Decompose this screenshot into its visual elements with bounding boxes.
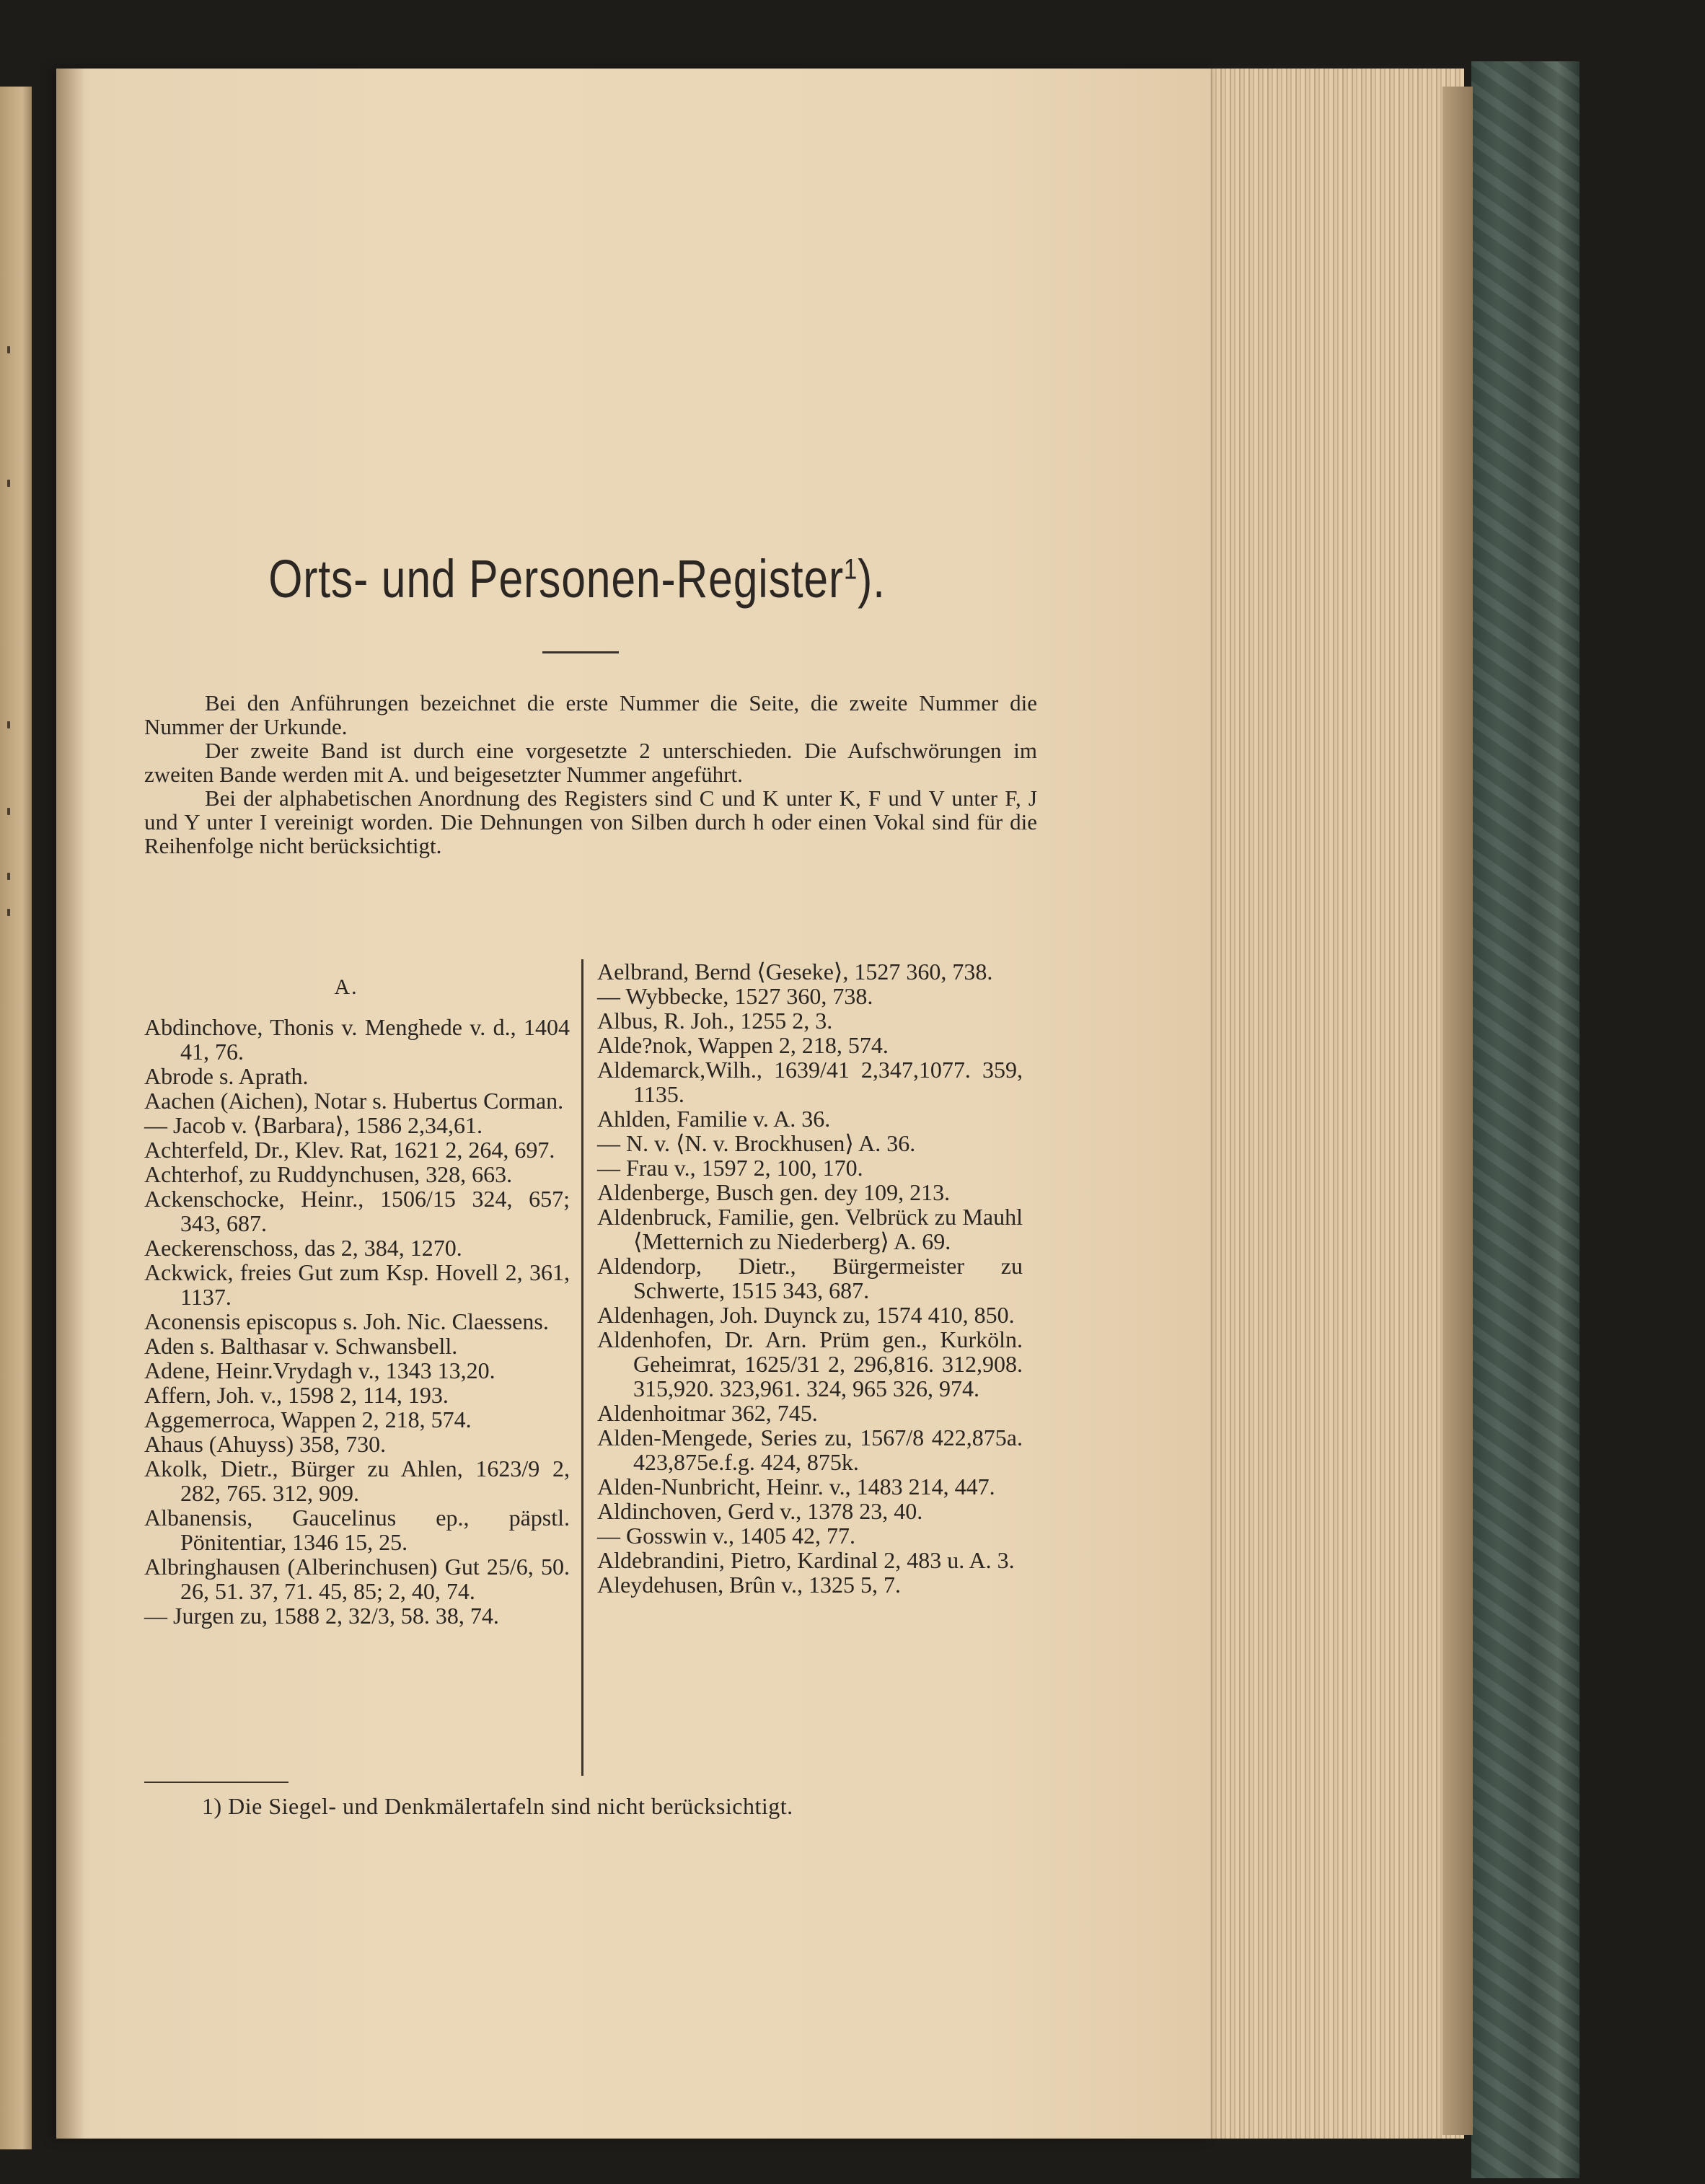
index-entry: Aldebrandini, Pietro, Kardinal 2, 483 u. A. 3. [597, 1547, 1015, 1573]
index-entry: — Gosswin v., 1405 42, 77. [597, 1523, 855, 1549]
index-entry: — Jacob v. ⟨Barbara⟩, 1586 2,34,61. [144, 1112, 483, 1138]
index-entry: Aldinchoven, Gerd v., 1378 23, 40. [597, 1498, 923, 1524]
index-entry: — Frau v., 1597 2, 100, 170. [597, 1155, 863, 1181]
index-entry: Alden-Nunbricht, Heinr. v., 1483 214, 447. [597, 1474, 995, 1500]
index-entry: — Wybbecke, 1527 360, 738. [597, 983, 873, 1009]
footnote-rule [144, 1782, 288, 1783]
index-entry: Aden s. Balthasar v. Schwansbell. [144, 1333, 458, 1359]
page-gutter [56, 69, 85, 2139]
index-entry: Ackenschocke, Heinr., 1506/15 324, 657; 343, 687. [144, 1186, 570, 1236]
index-entry: — N. v. ⟨N. v. Brockhusen⟩ A. 36. [597, 1130, 916, 1156]
intro-paragraph: Der zweite Band ist durch eine vorgesetzte 2 unterschieden. Die Aufschwörungen im zweiten Bande werden mit A. und beigesetzter Nummer angeführt. [144, 738, 1037, 787]
book-cover-marbled [1471, 61, 1580, 2178]
register-title [222, 548, 932, 609]
index-entry: Aleydehusen, Brûn v., 1325 5, 7. [597, 1572, 901, 1598]
title-rule [542, 651, 619, 653]
left-page-edge [0, 87, 32, 2149]
index-entry: Aconensis episcopus s. Joh. Nic. Claessens. [144, 1308, 549, 1334]
index-entry: Aelbrand, Bernd ⟨Geseke⟩, 1527 360, 738. [597, 959, 993, 985]
index-entry: Albanensis, Gaucelinus ep., päpstl. Pönitentiar, 1346 15, 25. [144, 1505, 570, 1555]
page-block-shadow [1442, 87, 1473, 2135]
index-entry: Abrode s. Aprath. [144, 1063, 309, 1089]
index-entry: Alden-Mengede, Series zu, 1567/8 422,875a. 423,875e.f.g. 424, 875k. [597, 1425, 1023, 1475]
index-entry: Aeckerenschoss, das 2, 384, 1270. [144, 1235, 462, 1261]
section-letter: A. [334, 975, 358, 999]
index-entry: Aldemarck,Wilh., 1639/41 2,347,1077. 359, 1135. [597, 1057, 1023, 1107]
index-column-left [144, 1015, 570, 1628]
index-entry: Aldenhofen, Dr. Arn. Prüm gen., Kurköln. Geheimrat, 1625/31 2, 296,816. 312,908. 315,920. 323,961. 324, 965 326, 974. [597, 1326, 1023, 1401]
index-entry: Aldenbruck, Familie, gen. Velbrück zu Mauhl ⟨Metternich zu Niederberg⟩ A. 69. [597, 1204, 1023, 1254]
index-entry: Achterfeld, Dr., Klev. Rat, 1621 2, 264, 697. [144, 1137, 555, 1163]
intro-paragraph: Bei der alphabetischen Anordnung des Registers sind C und K unter K, F und V unter F, J und Y unter I vereinigt worden. Die Dehnungen von Silben durch h oder einen Vokal sind für die Reihenfolge nicht berücksichtigt. [144, 785, 1037, 858]
index-entry: Alde?nok, Wappen 2, 218, 574. [597, 1032, 889, 1058]
index-entry: Affern, Joh. v., 1598 2, 114, 193. [144, 1382, 449, 1408]
index-entry: Akolk, Dietr., Bürger zu Ahlen, 1623/9 2, 282, 765. 312, 909. [144, 1456, 570, 1506]
index-entry: Aachen (Aichen), Notar s. Hubertus Corman. [144, 1088, 564, 1114]
page-block-edges [1194, 69, 1464, 2139]
index-entry: Aldenhoitmar 362, 745. [597, 1400, 818, 1426]
index-entry: Aldenhagen, Joh. Duynck zu, 1574 410, 850. [597, 1302, 1015, 1328]
index-entry: Ahlden, Familie v. A. 36. [597, 1106, 831, 1132]
title-text: Orts- und Personen-Register [268, 549, 845, 609]
index-entry: Aggemerroca, Wappen 2, 218, 574. [144, 1406, 472, 1432]
column-divider [581, 959, 583, 1776]
footnote: 1) Die Siegel- und Denkmälertafeln sind nicht berücksichtigt. [202, 1793, 793, 1819]
index-entry: Albringhausen (Alberinchusen) Gut 25/6, 50. 26, 51. 37, 71. 45, 85; 2, 40, 74. [144, 1554, 570, 1604]
index-entry: Abdinchove, Thonis v. Menghede v. d., 1404 41, 76. [144, 1014, 570, 1065]
index-entry: — Jurgen zu, 1588 2, 32/3, 58. 38, 74. [144, 1603, 499, 1629]
index-entry: Albus, R. Joh., 1255 2, 3. [597, 1008, 833, 1034]
index-entry: Ackwick, freies Gut zum Ksp. Hovell 2, 361, 1137. [144, 1259, 570, 1310]
index-column-right [597, 959, 1023, 1597]
intro-text [144, 691, 1037, 858]
index-entry: Adene, Heinr.Vrydagh v., 1343 13,20. [144, 1357, 495, 1383]
title-footnote-mark: 1 [844, 553, 858, 586]
index-entry: Aldenberge, Busch gen. dey 109, 213. [597, 1179, 951, 1205]
title-close: ). [858, 549, 886, 609]
index-entry: Achterhof, zu Ruddynchusen, 328, 663. [144, 1161, 513, 1187]
intro-paragraph: Bei den Anführungen bezeichnet die erste Nummer die Seite, die zweite Nummer die Nummer der Urkunde. [144, 690, 1037, 739]
index-entry: Ahaus (Ahuyss) 358, 730. [144, 1431, 387, 1457]
index-entry: Aldendorp, Dietr., Bürgermeister zu Schwerte, 1515 343, 687. [597, 1253, 1023, 1303]
